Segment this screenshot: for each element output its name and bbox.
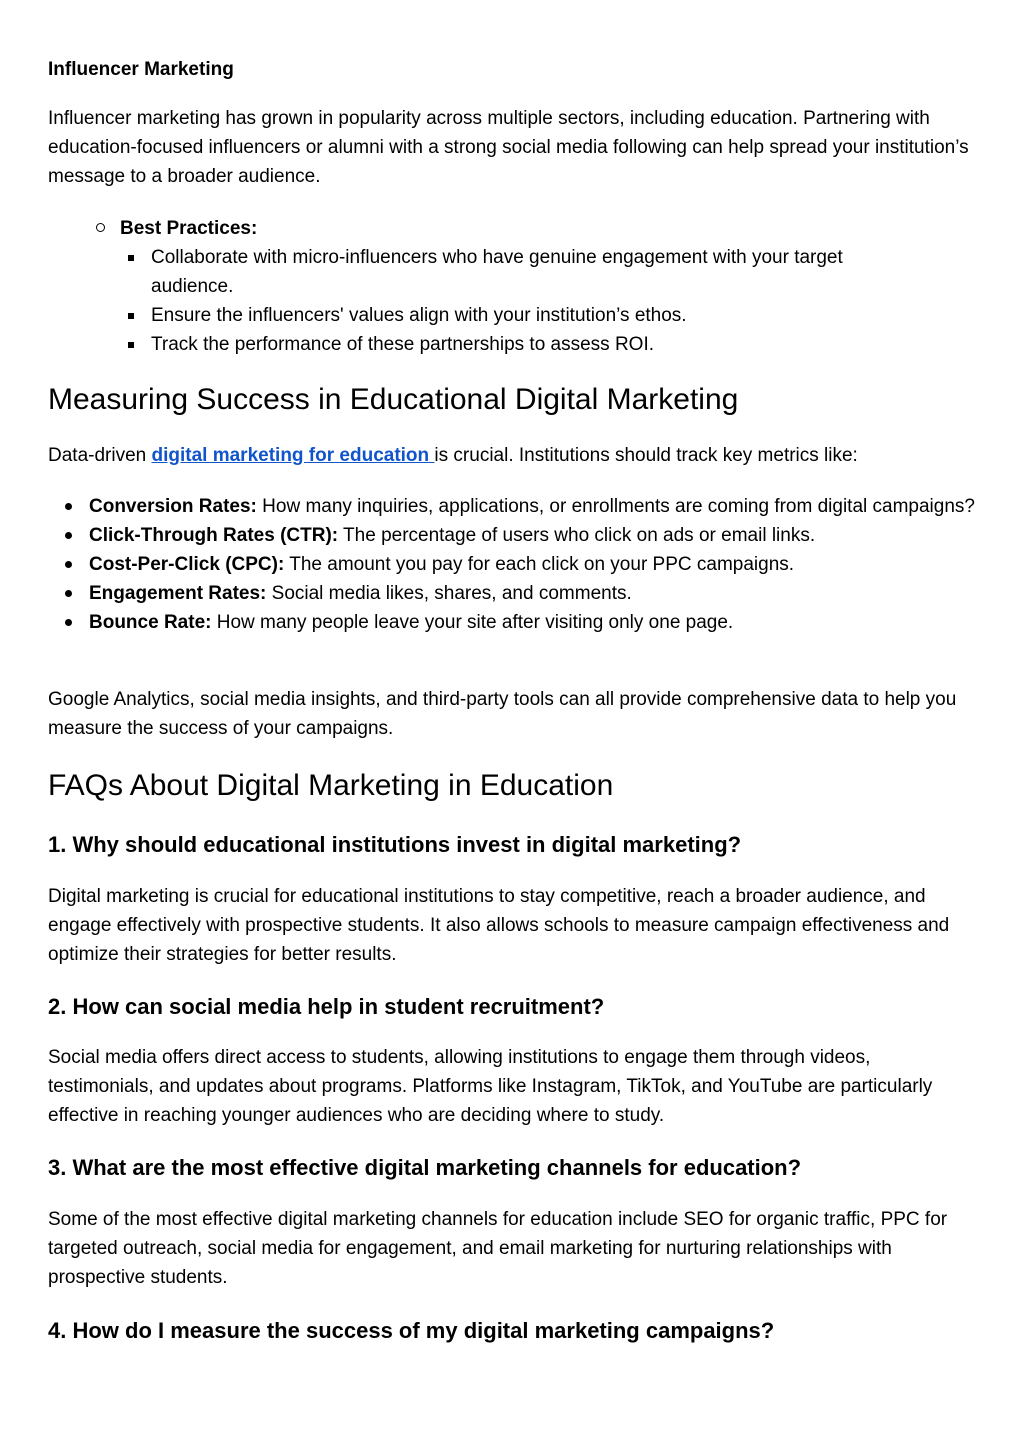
metric-term: Engagement Rates: bbox=[89, 583, 267, 604]
metric-desc: How many people leave your site after visiting only one page. bbox=[211, 612, 734, 633]
faq-question bbox=[48, 1317, 774, 1345]
metric-desc: The amount you pay for each click on your PPC campaigns. bbox=[284, 554, 795, 575]
faq-question-text: Why should educational institutions invest in digital marketing? bbox=[72, 832, 742, 857]
best-practice-item: Track the performance of these partnerships to assess ROI. bbox=[120, 330, 880, 359]
metric-desc: How many inquiries, applications, or enrollments are coming from digital campaigns? bbox=[256, 496, 975, 517]
metric-term: Cost-Per-Click (CPC): bbox=[89, 554, 285, 575]
measuring-heading: Measuring Success in Educational Digital Marketing bbox=[48, 383, 739, 416]
faq-number: 4. bbox=[48, 1318, 73, 1343]
metric-item bbox=[48, 550, 976, 579]
digital-marketing-link[interactable]: digital marketing for education bbox=[151, 445, 435, 466]
influencer-intro: Influencer marketing has grown in popularity across multiple sectors, including education. Partnering with education-focused influencers or alumni with a strong social media following can help spread your institution’s message to a broader audience. bbox=[48, 108, 969, 187]
metric-desc: The percentage of users who click on ads or email links. bbox=[338, 525, 816, 546]
metric-term: Conversion Rates: bbox=[89, 496, 257, 517]
best-practices-sublist bbox=[120, 243, 880, 359]
faq-question-text: How can social media help in student recruitment? bbox=[72, 994, 605, 1019]
metric-item bbox=[48, 608, 976, 637]
metric-item bbox=[48, 521, 976, 550]
measuring-intro-before: Data-driven bbox=[48, 445, 152, 466]
best-practices-item bbox=[92, 214, 972, 359]
metrics-list bbox=[48, 492, 976, 637]
measuring-outro: Google Analytics, social media insights, and third-party tools can all provide comprehensive data to help you measure the success of your campaigns. bbox=[48, 689, 957, 739]
faq-number: 2. bbox=[48, 994, 73, 1019]
faq-question-text: What are the most effective digital marketing channels for education? bbox=[72, 1155, 802, 1180]
measuring-intro bbox=[48, 441, 976, 470]
faq-question bbox=[48, 993, 604, 1021]
metric-item bbox=[48, 492, 976, 521]
metric-item bbox=[48, 579, 976, 608]
best-practice-item: Ensure the influencers' values align with your institution’s ethos. bbox=[120, 301, 880, 330]
metric-term: Click-Through Rates (CTR): bbox=[89, 525, 339, 546]
metric-desc: Social media likes, shares, and comments. bbox=[266, 583, 632, 604]
faq-answer: Social media offers direct access to students, allowing institutions to engage them through videos, testimonials, and updates about programs. Platforms like Instagram, TikTok, and YouTube are particularly effective in reaching younger audiences who are deciding where to study. bbox=[48, 1047, 933, 1126]
influencer-heading: Influencer Marketing bbox=[48, 59, 234, 80]
best-practices-label: Best Practices: bbox=[120, 218, 258, 239]
faqs-heading: FAQs About Digital Marketing in Education bbox=[48, 769, 614, 802]
best-practice-item: Collaborate with micro-influencers who have genuine engagement with your target audience. bbox=[120, 243, 880, 301]
measuring-intro-after: is crucial. Institutions should track key metrics like: bbox=[434, 445, 858, 466]
best-practices-list bbox=[92, 214, 972, 359]
faq-number: 1. bbox=[48, 832, 73, 857]
faq-question-text: How do I measure the success of my digital marketing campaigns? bbox=[72, 1318, 775, 1343]
faq-answer: Some of the most effective digital marketing channels for education include SEO for organic traffic, PPC for targeted outreach, social media for engagement, and email marketing for nurturing relationships with prospective students. bbox=[48, 1209, 948, 1288]
faq-number: 3. bbox=[48, 1155, 73, 1180]
faq-question bbox=[48, 831, 741, 859]
metric-term: Bounce Rate: bbox=[89, 612, 212, 633]
faq-answer: Digital marketing is crucial for educational institutions to stay competitive, reach a broader audience, and engage effectively with prospective students. It also allows schools to measure campaign effectiveness and optimize their strategies for better results. bbox=[48, 886, 950, 965]
faq-question bbox=[48, 1154, 801, 1182]
